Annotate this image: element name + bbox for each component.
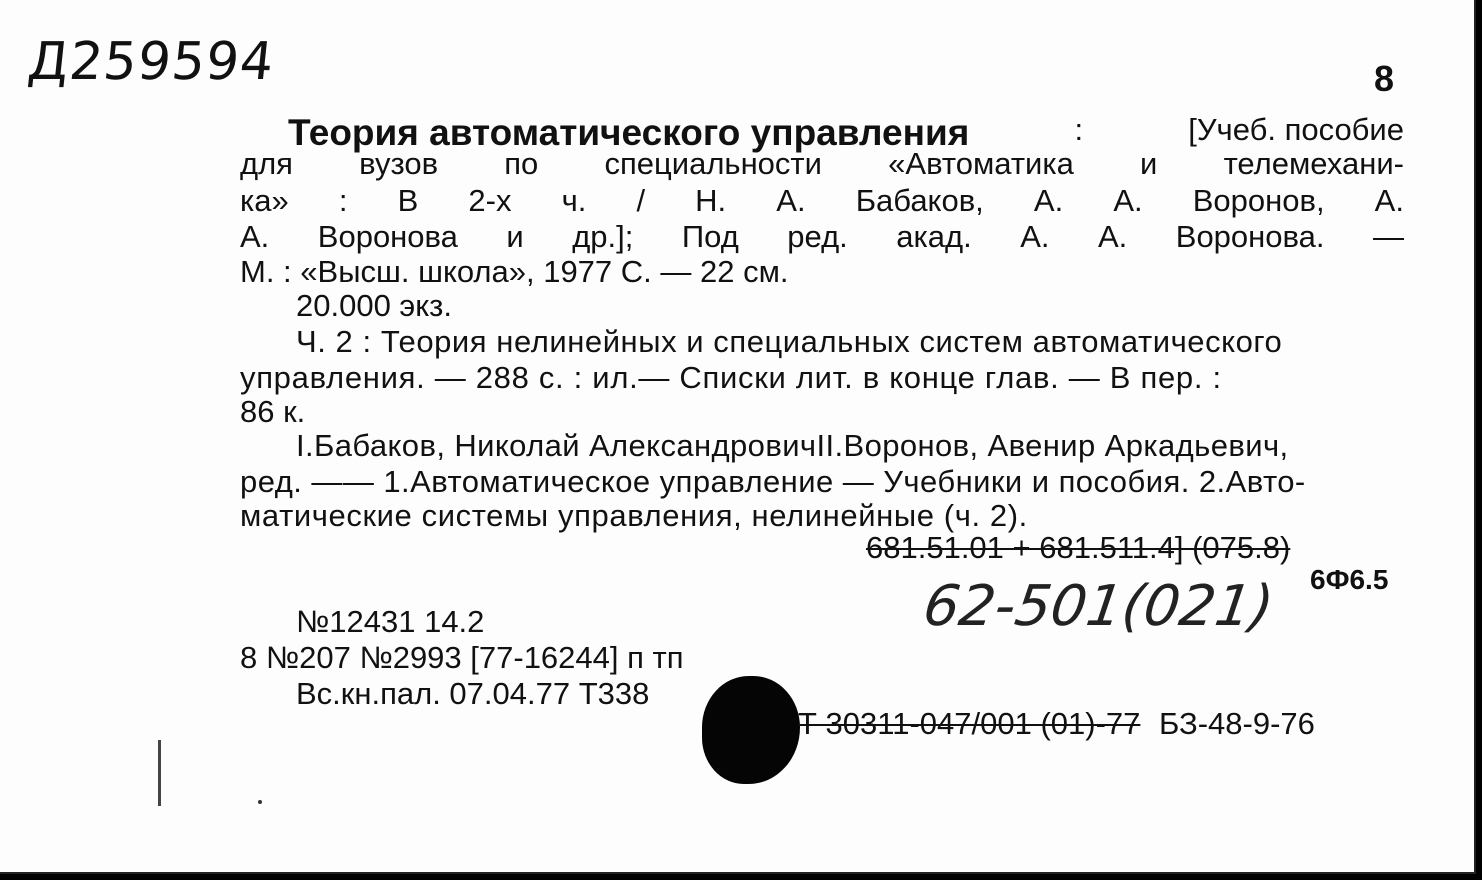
inventory-number: №12431 14.2 — [296, 604, 485, 639]
book-title: Теория автоматического управления — [288, 112, 970, 153]
publisher-code-line — [798, 706, 1315, 742]
ink-blot — [702, 676, 800, 784]
word: ред. — [787, 219, 848, 254]
part-line-3: 86 к. — [240, 394, 306, 429]
word: акад. — [896, 219, 972, 254]
word: Воронов, — [1192, 183, 1325, 218]
word: А. — [1033, 183, 1064, 218]
word: А. — [1097, 219, 1128, 254]
word: / — [636, 183, 646, 218]
tracings-line-3: матические системы управления, нелинейные (ч. 2). — [240, 498, 1028, 533]
word: ка» — [240, 183, 289, 218]
catalog-code: БЗ-48-9-76 — [1159, 706, 1315, 741]
desc-line-1 — [240, 146, 1404, 182]
desc-line-2 — [240, 183, 1404, 219]
word: А. — [776, 183, 806, 218]
word: — — [1372, 219, 1404, 254]
word: «Автоматика — [888, 146, 1074, 181]
title-colon: : — [1074, 112, 1084, 147]
word: А. — [1374, 183, 1404, 218]
publisher-line: М. : «Высш. школа», 1977 С. — 22 см. — [240, 254, 789, 289]
word: по — [504, 146, 539, 181]
word: Воронова — [317, 219, 458, 254]
word: 2-х — [468, 183, 512, 218]
part-line-2: управления. — 288 с. : ил.— Списки лит. в конце глав. — В пер. : — [240, 360, 1222, 395]
call-number: Д259594 — [24, 32, 278, 92]
word: А. — [1113, 183, 1143, 218]
corner-number: 8 — [1374, 58, 1395, 99]
word: для — [240, 146, 293, 181]
word: Воронова. — [1175, 219, 1325, 254]
margin-dot — [258, 800, 262, 804]
word: А. — [1020, 219, 1050, 254]
tracings-line-1: I.Бабаков, Николай АлександровичII.Воронов, Авенир Аркадьевич, — [296, 428, 1289, 463]
bbk-index: 6Ф6.5 — [1310, 564, 1389, 595]
word: др.]; — [572, 219, 634, 254]
publisher-code: Т 30311-047/001 (01)-77 — [798, 706, 1141, 741]
word: ч. — [561, 183, 587, 218]
word: : — [338, 183, 348, 218]
word: Бабаков, — [855, 183, 984, 218]
word: Под — [681, 219, 739, 254]
word: и — [1140, 146, 1158, 181]
margin-mark — [158, 740, 161, 806]
word: Н. — [695, 183, 727, 218]
order-line: 8 №207 №2993 [77-16244] п тп — [240, 640, 684, 675]
circulation: 20.000 экз. — [296, 288, 452, 323]
word: вузов — [359, 146, 439, 181]
word: и — [506, 219, 524, 254]
handwritten-class-code: 62-501(021) — [919, 574, 1278, 639]
part-line-1: Ч. 2 : Теория нелинейных и специальных систем автоматического — [296, 324, 1283, 359]
tracings-line-2: ред. —— 1.Автоматическое управление — Учебники и пособия. 2.Авто- — [240, 464, 1306, 499]
word: телемехани- — [1223, 146, 1404, 181]
title-subtitle: [Учеб. пособие — [1188, 112, 1404, 147]
word: А. — [240, 219, 270, 254]
word: специальности — [604, 146, 822, 181]
book-chamber-line: Вс.кн.пал. 07.04.77 Т338 — [296, 676, 650, 711]
udc-index: 681.51.01 + 681.511.4] (075.8) — [866, 530, 1291, 565]
desc-line-3 — [240, 219, 1404, 255]
word: В — [397, 183, 419, 218]
